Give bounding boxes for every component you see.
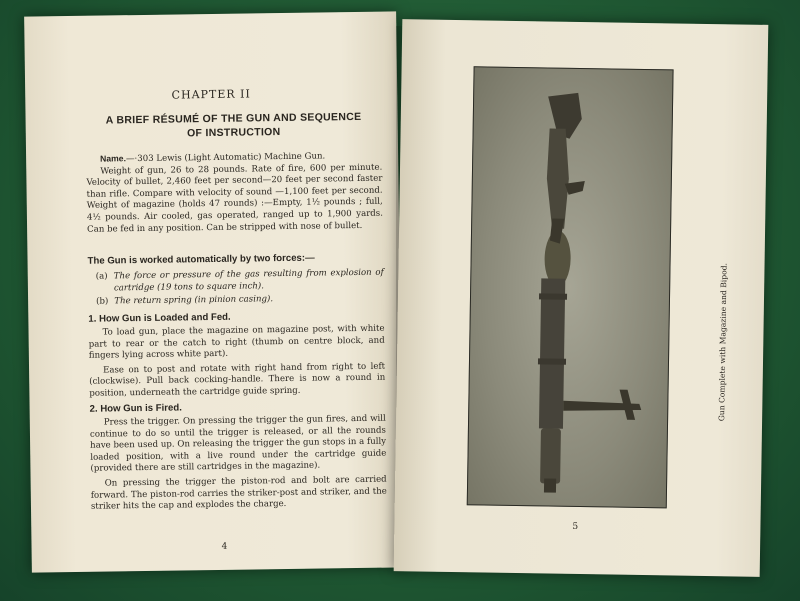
force-text: The force or pressure of the gas resulting from explosion of cartridge (19 tons to square inch).	[113, 267, 384, 293]
name-text: —·303 Lewis (Light Automatic) Machine Gun.	[125, 151, 326, 165]
section1-heading: 1. How Gun is Loaded and Fed.	[88, 311, 231, 325]
section1-paragraph-1: To load gun, place the magazine on magazine post, with white part to rear or the catch to right (thumb on centre block, and fingers lying across white part).	[88, 323, 385, 361]
gun-photograph	[467, 66, 729, 508]
chapter-title	[83, 110, 383, 142]
force-label: (b)	[96, 296, 109, 307]
section2-paragraph-1: Press the trigger. On pressing the trigger the gun fires, and will continue to do so until the trigger is released, or all the rounds have been used up. On releasing the trigger the gun stops in a fully loaded position, with a live round under the cartridge guide (provided there are still cartridges in the magazine).	[89, 413, 387, 475]
chapter-label: CHAPTER II	[171, 87, 251, 102]
page-number-left: 4	[221, 541, 228, 552]
force-item	[96, 293, 384, 309]
section2-body	[90, 414, 387, 514]
force-label: (a)	[95, 271, 108, 282]
specs-paragraph: Weight of gun, 26 to 28 pounds. Rate of fire, 600 per minute. Velocity of bullet, 2,460 feet per second—20 feet per second faster than rifle. Compare with velocity of sound —1,100 feet per second. Weight of magazine (holds 47 rounds) :—Empty, 1½ pounds ; full, 4½ pounds. Air cooled, gas operated, ranged up to 1,900 yards. Can be fed in any position. Can be stripped with nose of bullet.	[86, 162, 383, 235]
section2-paragraph-2: On pressing the trigger the piston-rod and bolt are carried forward. The piston-rod carries the striker-post and striker, and the striker hits the cap and explodes the charge.	[90, 474, 387, 512]
title-line-2: OF INSTRUCTION	[186, 126, 281, 140]
title-line-1: A BRIEF RÉSUMÉ OF THE GUN AND SEQUENCE	[105, 110, 362, 127]
forces-heading: The Gun is worked automatically by two forces:—	[87, 252, 315, 267]
section2-heading: 2. How Gun is Fired.	[89, 402, 182, 415]
photo-caption: Gun Complete with Magazine and Bipod.	[717, 262, 729, 422]
page-number-right: 5	[572, 521, 579, 532]
name-section	[86, 150, 383, 236]
forces-list	[96, 266, 385, 309]
left-page	[24, 11, 404, 572]
lewis-gun-illustration	[468, 67, 673, 507]
force-text: The return spring (in pinion casing).	[114, 294, 274, 307]
section1-body	[88, 324, 385, 401]
force-item	[96, 268, 384, 295]
name-label: Name.	[100, 153, 126, 164]
section1-paragraph-2: Ease on to post and rotate with right hand from right to left (clockwise). Pull back cocking-handle. There is now a round in position, underneath the cartridge guide spring.	[89, 361, 386, 399]
right-page	[394, 19, 769, 577]
